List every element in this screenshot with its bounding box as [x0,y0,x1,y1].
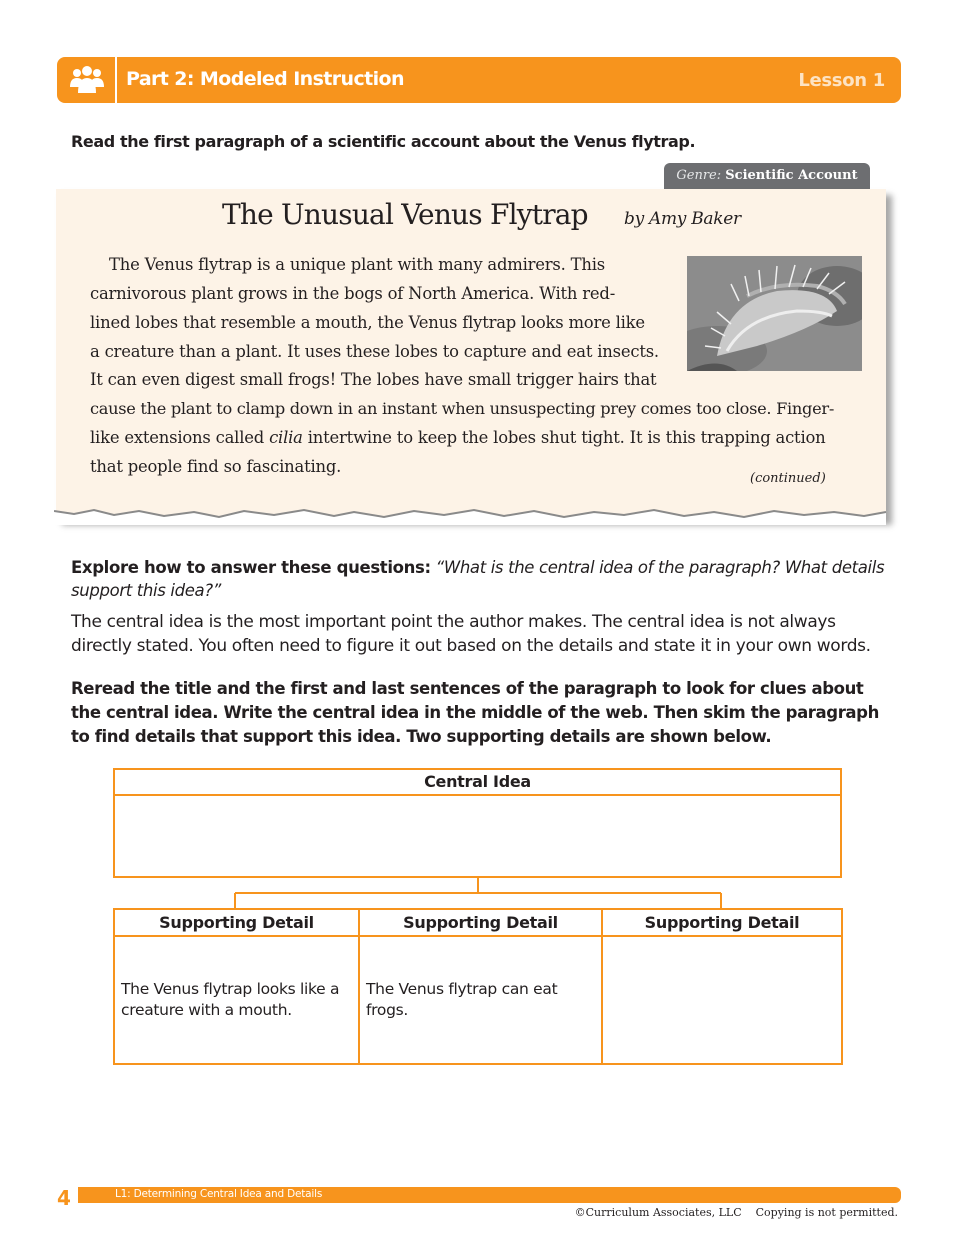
central-idea-box [113,768,842,878]
supporting-details-row [113,908,843,1065]
supporting-detail-label: Supporting Detail [603,910,841,937]
supporting-detail-field[interactable] [603,937,841,1063]
supporting-detail-text: The Venus flytrap looks like a creature with a mouth. [121,980,340,1019]
central-idea-field[interactable] [115,796,840,876]
passage-text-span: intertwine to keep the lobes shut tight. It is this trapping action [302,428,826,447]
supporting-detail-text: The Venus flytrap can eat frogs. [366,980,558,1019]
torn-edge [54,505,890,525]
passage-line: that people find so fascinating. [90,457,342,476]
passage-line: The Venus flytrap is a unique plant with many admirers. This [109,255,606,274]
supporting-detail-2 [358,910,601,1063]
passage-line: lined lobes that resemble a mouth, the Venus flytrap looks more like [90,313,645,332]
genre-value: Scientific Account [725,168,858,183]
explore-question: “What is the central idea of the paragraph? What details support this idea?” [71,558,885,600]
cilia-term: cilia [269,428,303,447]
copyright-notice: ©Curriculum Associates, LLC Copying is not permitted. [574,1206,898,1219]
supporting-detail-1 [115,910,358,1063]
group-people-icon [69,65,105,95]
genre-label: Genre: [676,168,722,183]
venus-flytrap-photo [687,256,862,371]
page-number: 4 [57,1186,71,1210]
passage-line: cause the plant to clamp down in an instant when unsuspecting prey comes too close. Finger- [90,399,834,418]
passage-byline: by Amy Baker [624,209,741,229]
supporting-detail-label: Supporting Detail [115,910,358,937]
passage-title: The Unusual Venus Flytrap [222,198,588,231]
continued-label: (continued) [750,471,826,486]
passage-line [90,428,826,447]
passage-text-span: like extensions called [90,428,270,447]
footer-lesson-name: L1: Determining Central Idea and Details [115,1188,323,1200]
genre-tab [664,163,870,189]
passage-line: It can even digest small frogs! The lobes have small trigger hairs that [90,370,657,389]
passage-line: carnivorous plant grows in the bogs of North America. With red- [90,284,616,303]
explore-prompt [71,556,891,602]
lesson-label: Lesson 1 [798,70,885,91]
central-idea-label: Central Idea [115,770,840,796]
central-idea-explanation: The central idea is the most important point the author makes. The central idea is not always directly stated. You often need to figure it out based on the details and state it in your own words. [71,612,871,656]
explore-heading: Explore how to answer these questions: [71,558,431,577]
reread-instruction: Reread the title and the first and last sentences of the paragraph to look for clues about the central idea. Write the central idea in the middle of the web. Then skim the paragraph to find details that support this idea. Two supporting details are shown below. [71,679,879,746]
supporting-detail-3 [601,910,841,1063]
part-title: Part 2: Modeled Instruction [126,68,404,90]
web-connector [113,878,843,910]
section-header [57,57,901,103]
icon-box [57,57,117,103]
passage-line: a creature than a plant. It uses these lobes to capture and eat insects. [90,342,659,361]
footer-bar [78,1187,901,1203]
reading-instruction: Read the first paragraph of a scientific account about the Venus flytrap. [71,132,696,151]
supporting-detail-label: Supporting Detail [360,910,601,937]
